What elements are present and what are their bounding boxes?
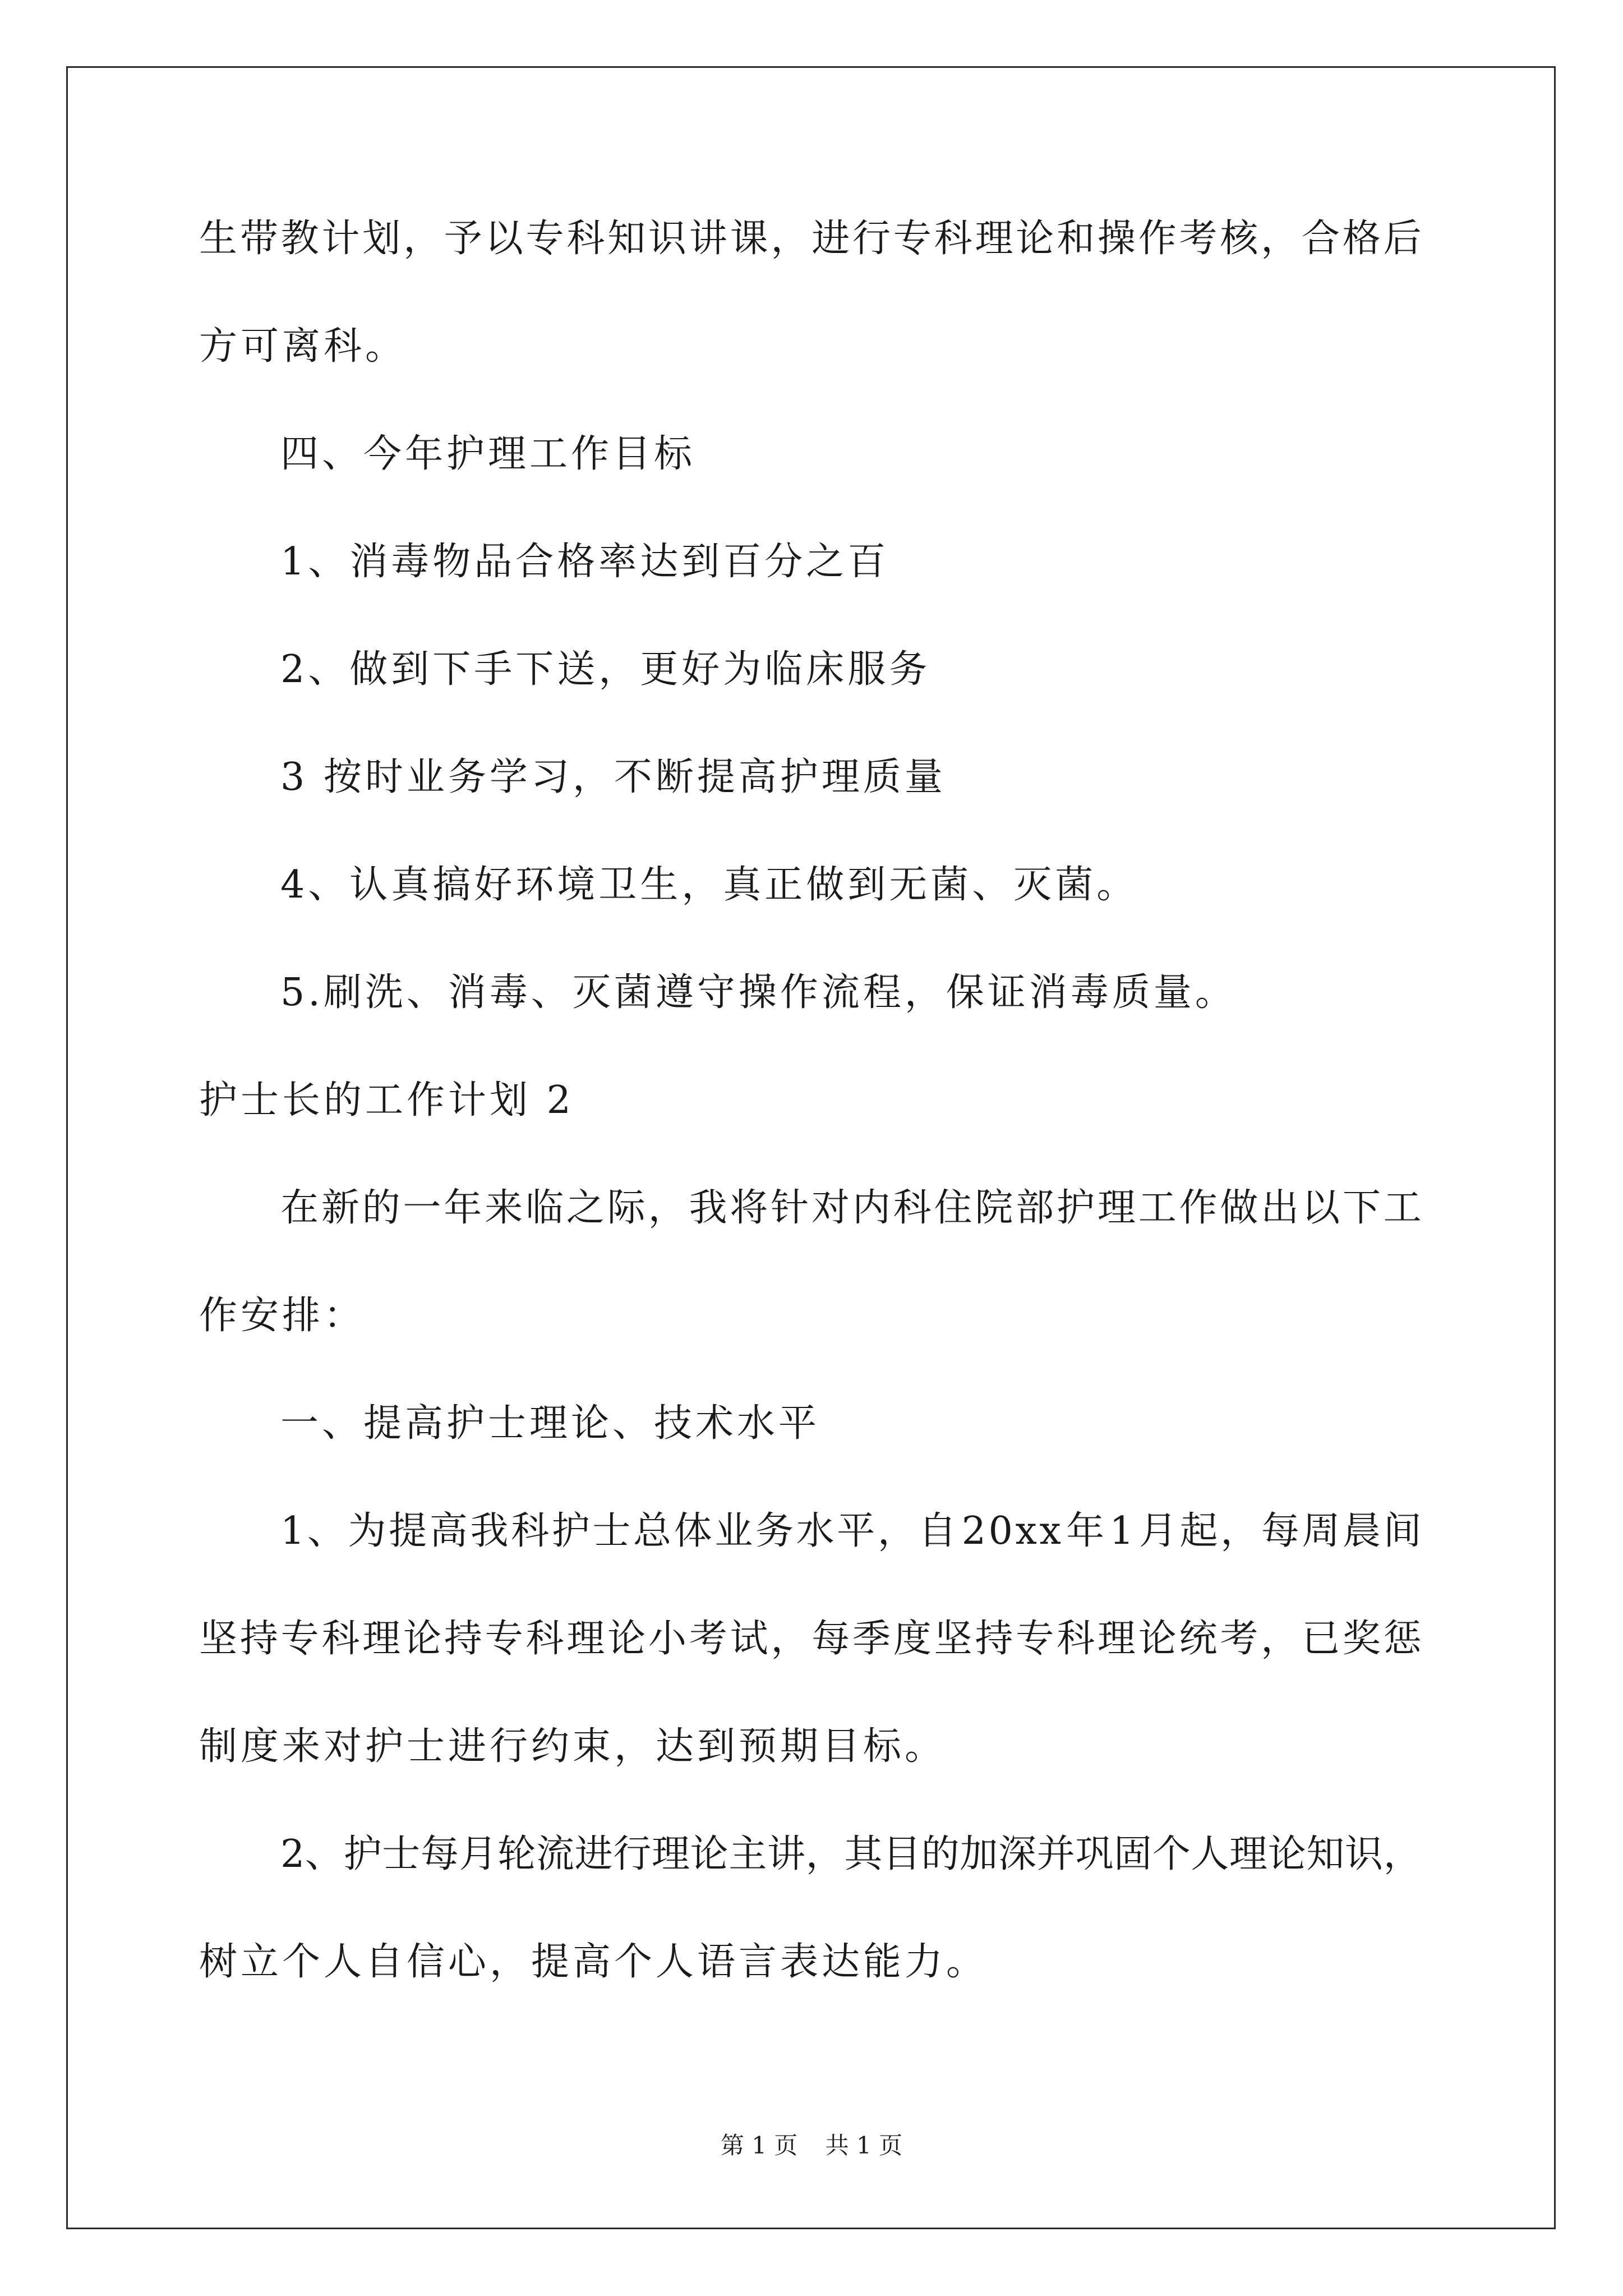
page-number-total: 共 1 页 xyxy=(825,2132,903,2159)
text-line: 作安排： xyxy=(199,1294,366,1338)
text-line: 生 带 教 计 划 ， 予 以 专 科 知 识 讲 课 ， 进 行 专 科 理 论 和 操 作 考 核 ， 合 格 后 xyxy=(199,217,1422,261)
text-line: 方可离科。 xyxy=(199,324,407,369)
page-number-current: 第 1 页 xyxy=(720,2132,798,2159)
list-item: 3 按时业务学习，不断提高护理质量 xyxy=(280,755,946,799)
list-item: 4、认真搞好环境卫生，真正做到无菌、灭菌。 xyxy=(280,863,1138,907)
text-line: 2 、 护 士 每 月 轮 流 进 行 理 论 主 讲 ， 其 目 的 加 深 并 巩 固 个 人 理 论 知 识 ， xyxy=(280,1832,1422,1876)
list-item: 2、做到下手下送，更好为临床服务 xyxy=(280,647,931,692)
text-line: 树立个人自信心，提高个人语言表达能力。 xyxy=(199,1940,988,1984)
list-item: 1、消毒物品合格率达到百分之百 xyxy=(280,540,889,584)
page-border xyxy=(66,66,1556,2229)
section-heading: 四、今年护理工作目标 xyxy=(280,432,696,476)
section-heading: 一、提高护士理论、技术水平 xyxy=(280,1401,820,1446)
document-subtitle: 护士长的工作计划 2 xyxy=(199,1078,574,1122)
text-line: 坚 持 专 科 理 论 持 专 科 理 论 小 考 试 ， 每 季 度 坚 持 专 科 理 论 统 考 ， 已 奖 惩 xyxy=(199,1617,1422,1661)
text-line: 1 、 为 提 高 我 科 护 士 总 体 业 务 水 平 ， 自 2 0 x x 年 1 月 起 ， 每 周 晨 间 xyxy=(280,1509,1422,1553)
text-line: 在 新 的 一 年 来 临 之 际 ， 我 将 针 对 内 科 住 院 部 护 理 工 作 做 出 以 下 工 xyxy=(280,1186,1422,1230)
list-item: 5.刷洗、消毒、灭菌遵守操作流程，保证消毒质量。 xyxy=(280,970,1237,1015)
text-line: 制度来对护士进行约束，达到预期目标。 xyxy=(199,1724,947,1769)
page-footer xyxy=(0,2132,1623,2160)
